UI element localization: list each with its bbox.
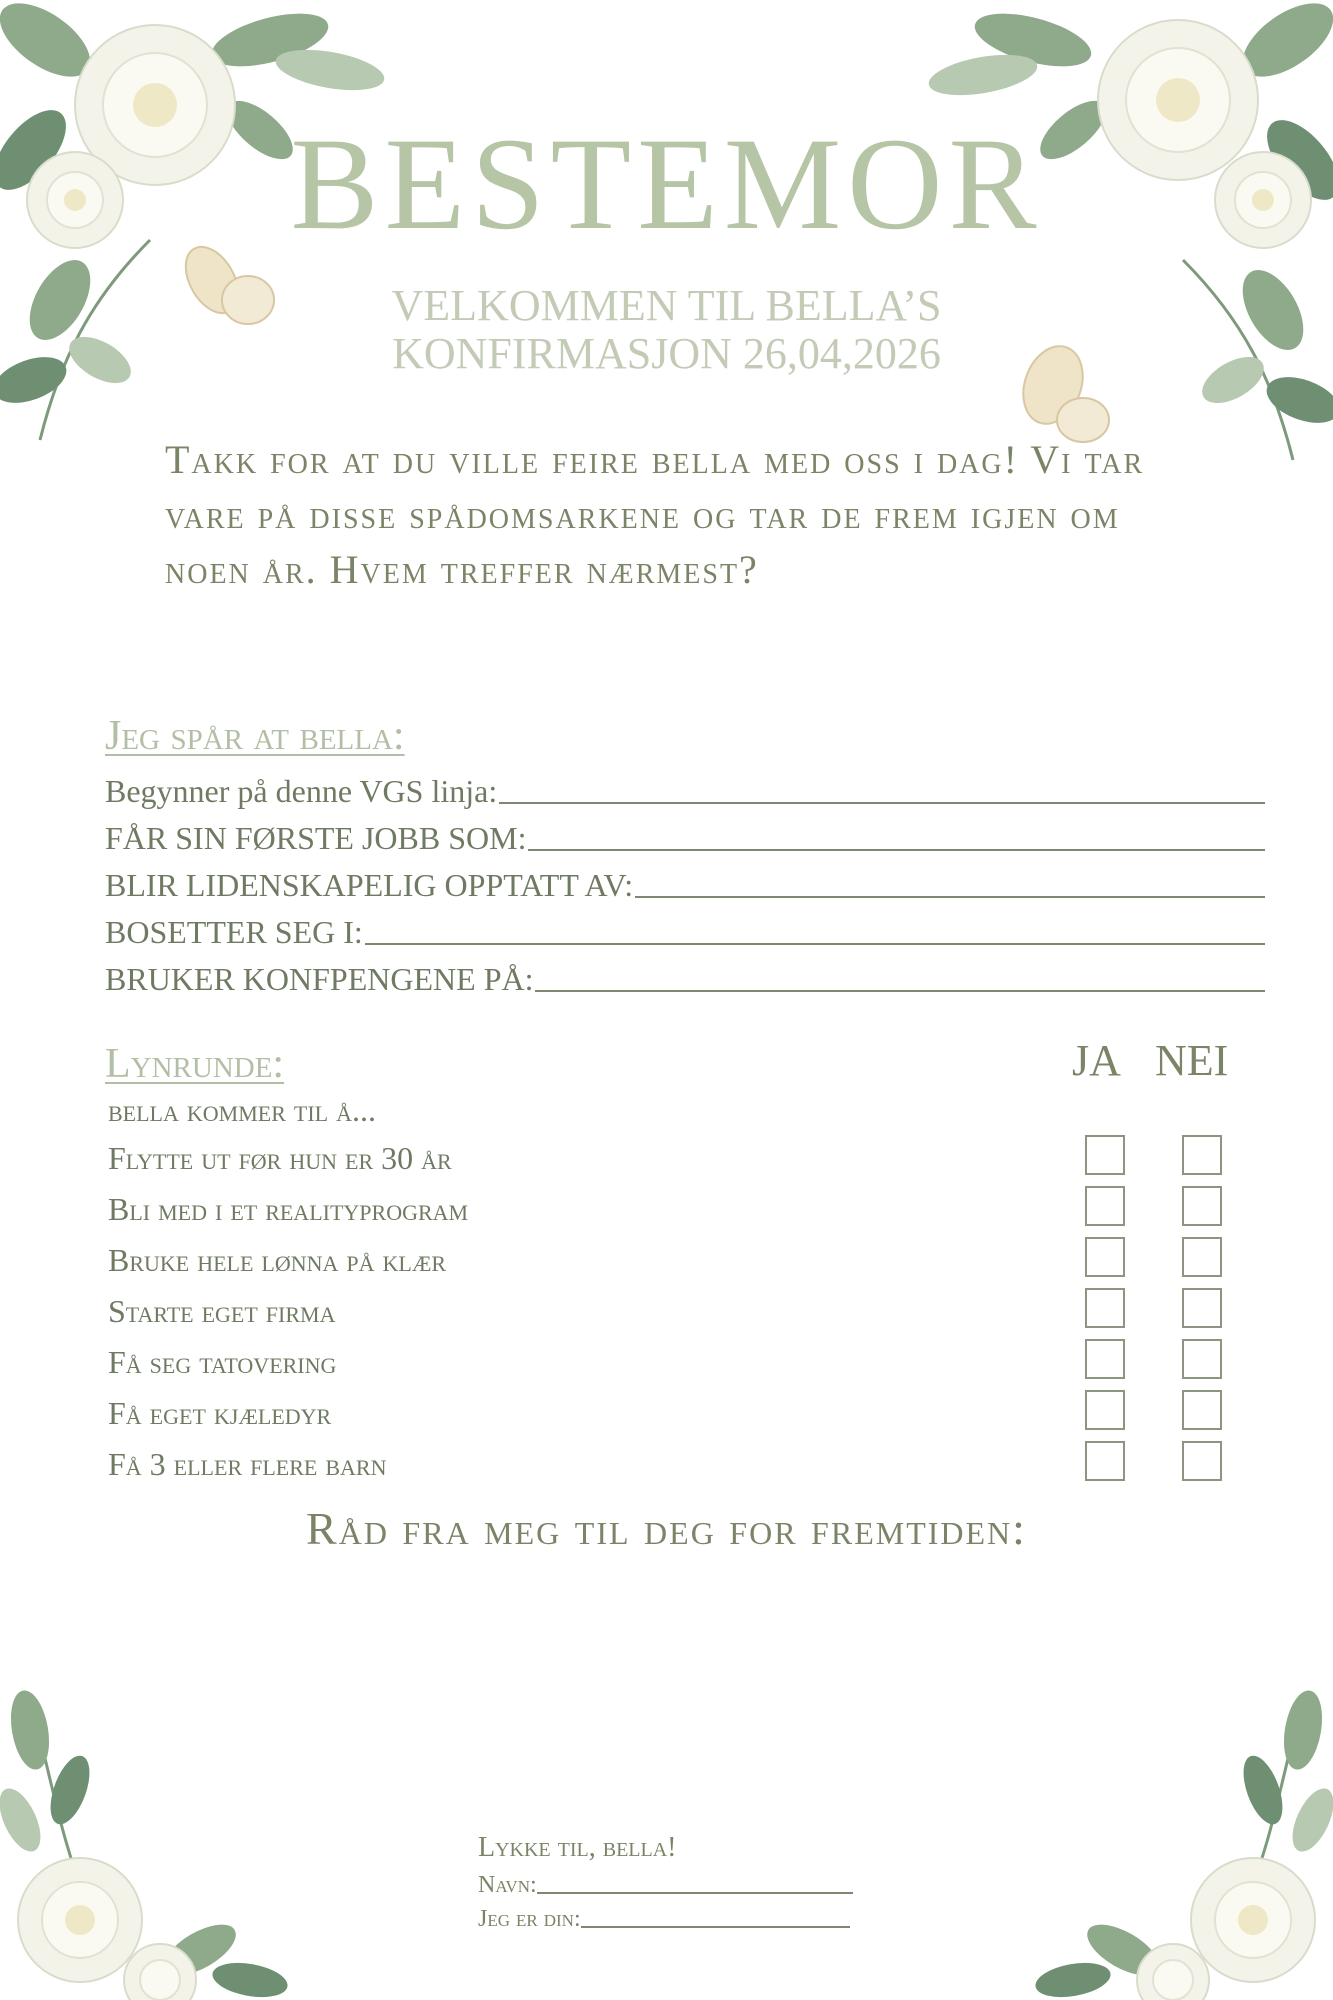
- relation-label: Jeg er din:: [478, 1906, 581, 1932]
- prediction-label: BOSETTER SEG I:: [105, 914, 363, 950]
- quick-round-heading: Lynrunde:: [105, 1041, 285, 1087]
- checkbox-no[interactable]: [1182, 1237, 1222, 1277]
- advice-heading: Råd fra meg til deg for fremtiden:: [306, 1503, 1027, 1554]
- name-label: Navn:: [478, 1872, 537, 1898]
- column-header-yes: JA: [1072, 1036, 1121, 1085]
- quick-round-subheading: bella kommer til å...: [108, 1092, 376, 1128]
- checkbox-yes[interactable]: [1085, 1441, 1125, 1481]
- quick-round-item: Flytte ut før hun er 30 år: [108, 1140, 452, 1176]
- answer-line[interactable]: [499, 802, 1265, 804]
- predictions-heading: Jeg spår at bella:: [105, 713, 405, 759]
- answer-line[interactable]: [528, 849, 1265, 851]
- column-header-no: NEI: [1155, 1036, 1229, 1085]
- checkbox-yes[interactable]: [1085, 1237, 1125, 1277]
- subtitle: [300, 282, 1033, 378]
- relation-field[interactable]: [478, 1906, 850, 1933]
- advice-writing-area[interactable]: [160, 1580, 1173, 1800]
- prediction-label: FÅR SIN FØRSTE JOBB SOM:: [105, 820, 527, 856]
- prediction-row[interactable]: [105, 958, 1265, 998]
- answer-line[interactable]: [535, 990, 1265, 992]
- checkbox-yes[interactable]: [1085, 1186, 1125, 1226]
- checkbox-yes[interactable]: [1085, 1390, 1125, 1430]
- checkbox-no[interactable]: [1182, 1390, 1222, 1430]
- answer-line[interactable]: [635, 896, 1265, 898]
- quick-round-item: Bli med i et realityprogram: [108, 1191, 469, 1227]
- checkbox-yes[interactable]: [1085, 1135, 1125, 1175]
- name-field[interactable]: [478, 1872, 853, 1899]
- quick-round-item: Starte eget firma: [108, 1293, 336, 1329]
- quick-round-item: Få eget kjæledyr: [108, 1395, 332, 1431]
- quick-round-item: Bruke hele lønna på klær: [108, 1242, 447, 1278]
- answer-line[interactable]: [365, 943, 1265, 945]
- checkbox-no[interactable]: [1182, 1186, 1222, 1226]
- prediction-label: Begynner på denne VGS linja:: [105, 773, 498, 809]
- checkbox-no[interactable]: [1182, 1339, 1222, 1379]
- prediction-row[interactable]: [105, 864, 1265, 904]
- footer-greeting: Lykke til, bella!: [478, 1832, 677, 1863]
- quick-round-item: Få 3 eller flere barn: [108, 1446, 387, 1482]
- checkbox-yes[interactable]: [1085, 1339, 1125, 1379]
- prediction-row[interactable]: [105, 911, 1265, 951]
- checkbox-no[interactable]: [1182, 1288, 1222, 1328]
- prediction-label: BLIR LIDENSKAPELIG OPPTATT AV:: [105, 867, 634, 903]
- checkbox-no[interactable]: [1182, 1135, 1222, 1175]
- checkbox-yes[interactable]: [1085, 1288, 1125, 1328]
- name-line[interactable]: [537, 1892, 853, 1894]
- page-title: BESTEMOR: [290, 110, 1043, 257]
- prediction-row[interactable]: [105, 817, 1265, 857]
- prediction-row[interactable]: [105, 770, 1265, 810]
- relation-line[interactable]: [581, 1926, 850, 1928]
- intro-text: Takk for at du ville feire bella med oss i dag! Vi tar vare på disse spådomsarkene og tar de frem igjen om noen år. Hvem treffer nærmest?: [165, 437, 1145, 592]
- subtitle-line-1: VELKOMMEN TIL BELLA’S: [391, 281, 942, 330]
- butterfly-icon: [175, 238, 274, 324]
- prediction-label: BRUKER KONFPENGENE PÅ:: [105, 961, 534, 997]
- checkbox-no[interactable]: [1182, 1441, 1222, 1481]
- subtitle-line-2: KONFIRMASJON 26,04,2026: [392, 329, 941, 378]
- quick-round-item: Få seg tatovering: [108, 1344, 337, 1380]
